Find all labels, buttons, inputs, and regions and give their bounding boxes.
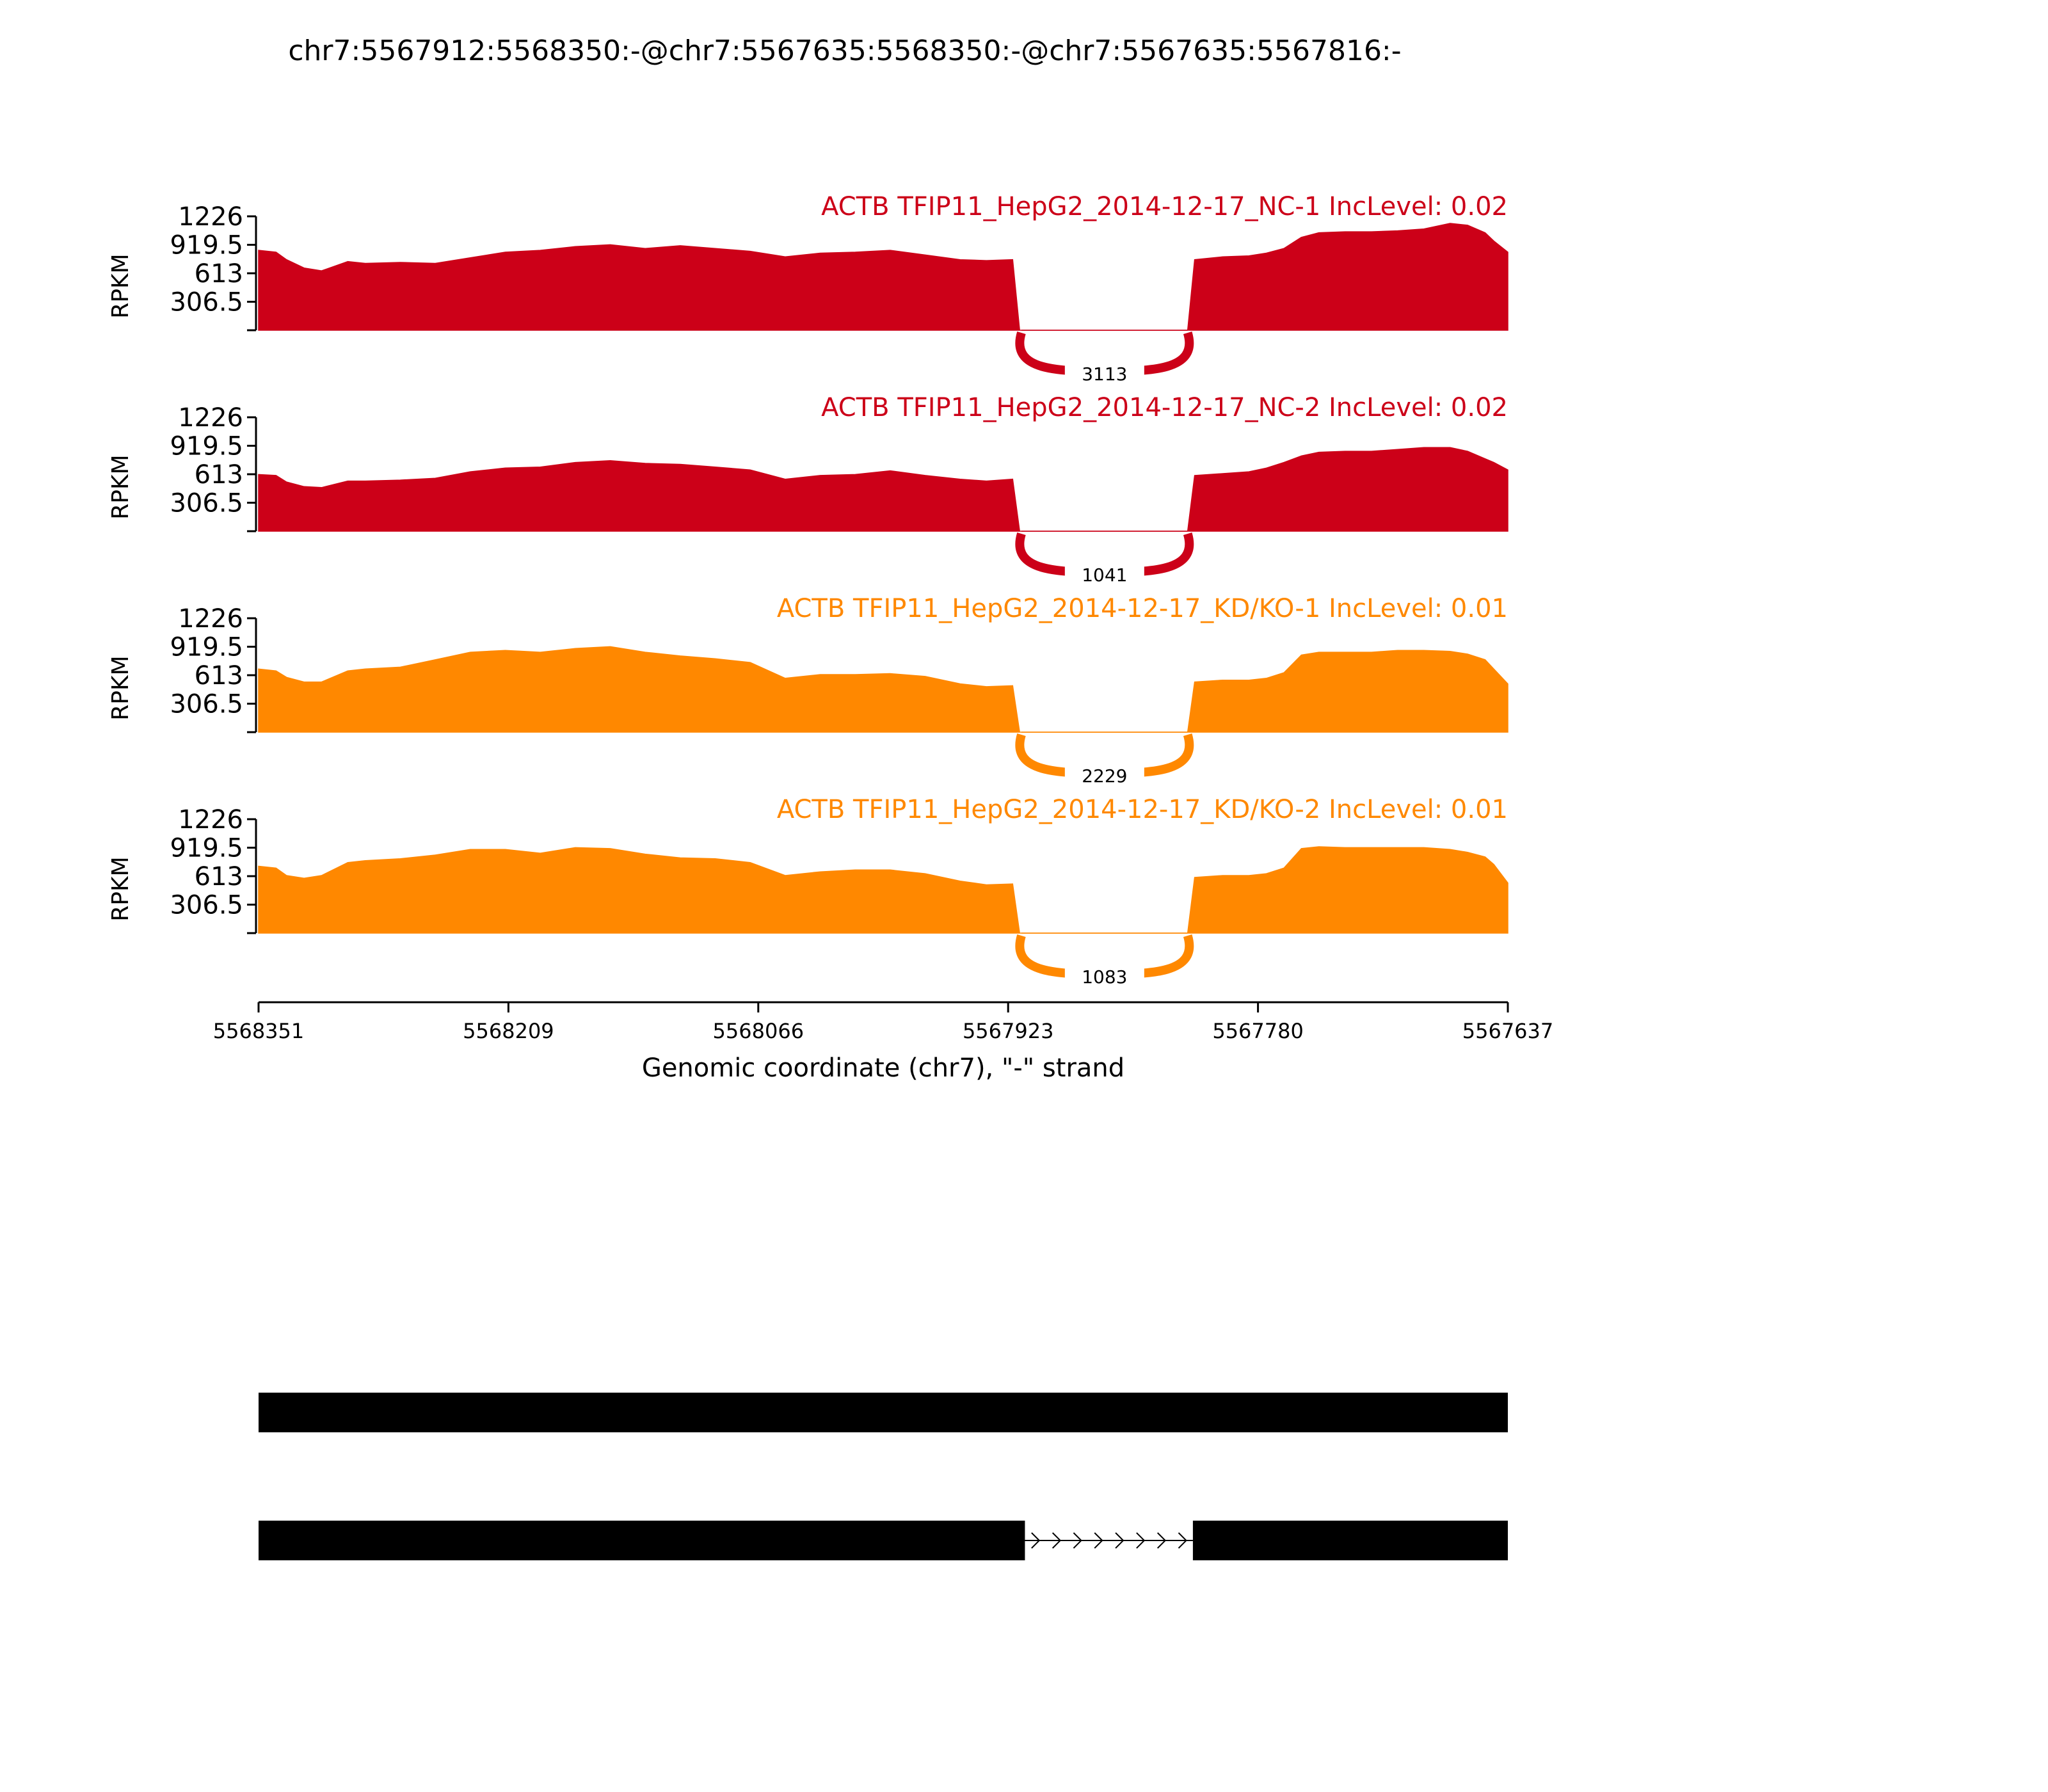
y-tick-label: 919.5 bbox=[170, 632, 243, 662]
x-tick-label: 5568209 bbox=[463, 1019, 554, 1043]
y-tick-label: 1226 bbox=[178, 604, 243, 634]
y-tick-label: 1226 bbox=[178, 805, 243, 835]
x-tick-label: 5568351 bbox=[212, 1019, 305, 1043]
exon-block bbox=[259, 1393, 1508, 1432]
junction-count: 1041 bbox=[1082, 564, 1128, 586]
y-tick-label: 919.5 bbox=[170, 833, 243, 863]
x-axis-label: Genomic coordinate (chr7), "-" strand bbox=[641, 1053, 1125, 1083]
isoform-model bbox=[259, 1393, 1508, 1432]
y-tick-label: 919.5 bbox=[170, 431, 243, 461]
sample-label: ACTB TFIP11_HepG2_2014-12-17_NC-2 IncLevel: 0.02 bbox=[821, 393, 1508, 422]
y-axis-label: RPKM bbox=[108, 253, 134, 319]
coverage-panel bbox=[108, 594, 1508, 787]
coverage-area bbox=[259, 223, 1508, 330]
sample-label: ACTB TFIP11_HepG2_2014-12-17_KD/KO-2 IncLevel: 0.01 bbox=[776, 795, 1508, 824]
y-tick-label: 613 bbox=[194, 259, 243, 289]
x-axis bbox=[213, 1002, 1554, 1083]
coverage-panel bbox=[108, 795, 1508, 988]
x-tick-label: 5568066 bbox=[712, 1019, 804, 1043]
coverage-panel bbox=[108, 192, 1508, 385]
y-axis-label: RPKM bbox=[108, 454, 134, 520]
junction-count: 1083 bbox=[1082, 966, 1128, 988]
exon-block bbox=[1193, 1521, 1508, 1560]
figure-title: chr7:5567912:5568350:-@chr7:5567635:5568350:-@chr7:5567635:5567816:- bbox=[288, 35, 1402, 67]
junction-count: 2229 bbox=[1082, 765, 1128, 787]
x-tick-label: 5567780 bbox=[1212, 1019, 1304, 1043]
y-axis-label: RPKM bbox=[108, 856, 134, 922]
y-tick-label: 306.5 bbox=[170, 890, 243, 920]
junction-count: 3113 bbox=[1082, 364, 1128, 385]
coverage-panel bbox=[108, 393, 1508, 586]
y-tick-label: 613 bbox=[194, 862, 243, 892]
y-tick-label: 613 bbox=[194, 661, 243, 691]
y-tick-label: 306.5 bbox=[170, 488, 243, 518]
coverage-area bbox=[259, 847, 1508, 933]
y-tick-label: 1226 bbox=[178, 403, 243, 433]
exon-block bbox=[259, 1521, 1025, 1560]
coverage-area bbox=[259, 447, 1508, 531]
x-tick-label: 5567923 bbox=[962, 1019, 1054, 1043]
y-tick-label: 1226 bbox=[178, 202, 243, 232]
y-tick-label: 306.5 bbox=[170, 689, 243, 719]
y-axis-label: RPKM bbox=[108, 655, 134, 721]
coverage-area bbox=[259, 646, 1508, 732]
isoform-model bbox=[259, 1521, 1508, 1560]
x-tick-label: 5567637 bbox=[1462, 1019, 1554, 1043]
sample-label: ACTB TFIP11_HepG2_2014-12-17_NC-1 IncLevel: 0.02 bbox=[821, 192, 1508, 221]
isoform-track bbox=[259, 1393, 1508, 1560]
coverage-panels bbox=[108, 192, 1508, 988]
sample-label: ACTB TFIP11_HepG2_2014-12-17_KD/KO-1 IncLevel: 0.01 bbox=[776, 594, 1508, 623]
y-tick-label: 306.5 bbox=[170, 287, 243, 317]
y-tick-label: 919.5 bbox=[170, 230, 243, 260]
y-tick-label: 613 bbox=[194, 460, 243, 490]
